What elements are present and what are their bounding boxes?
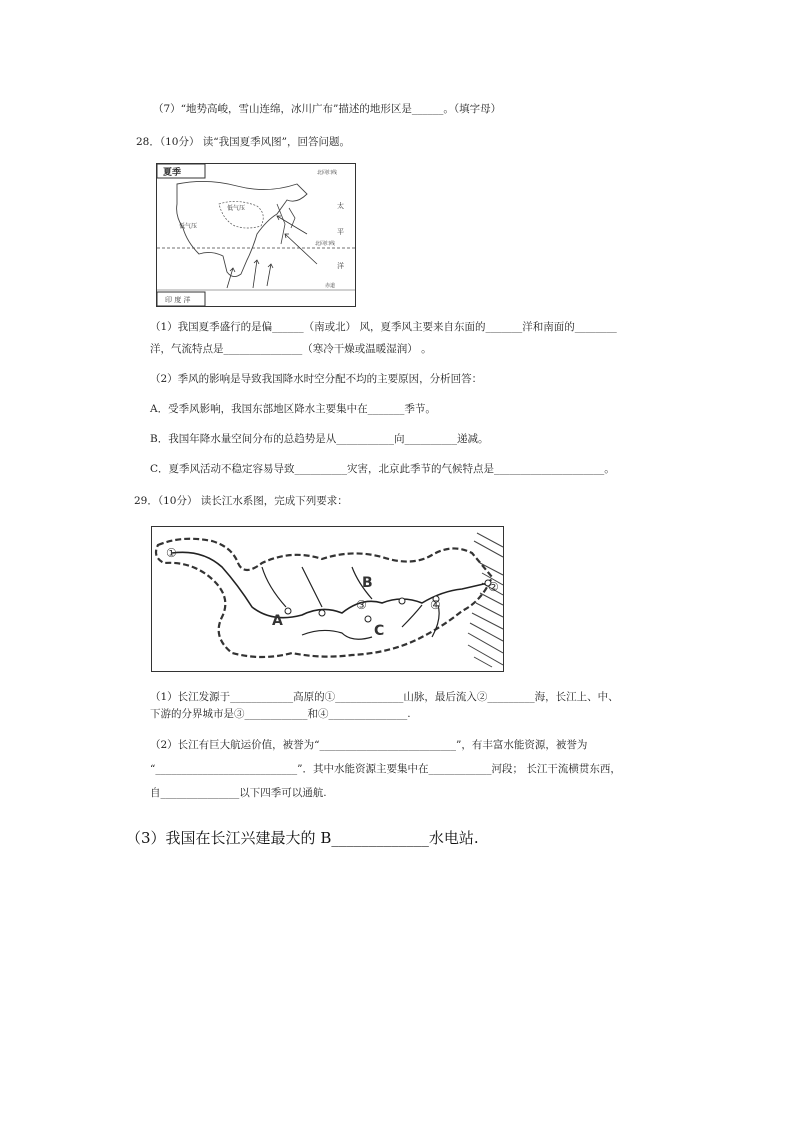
- low-pressure-label: 低气压: [227, 205, 246, 212]
- letter-a: A: [272, 613, 283, 629]
- marker-1: ①: [166, 546, 177, 560]
- marker-2: ②: [488, 580, 499, 594]
- q28-title: 28．（10分） 读“我国夏季风图”，回答问题。: [136, 136, 351, 148]
- pacific-char-2: 平: [337, 228, 344, 236]
- q28-part2: （2）季风的影响是导致我国降水时空分配不均的主要原因，分析回答：: [150, 373, 483, 385]
- q28-part1-line1: （1）我国夏季盛行的是偏______（南或北） 风，夏季风主要来自东面的_______洋和南面的________: [150, 321, 617, 333]
- q28-part2-b: B．我国年降水量空间分布的总趋势是从___________向__________递减。: [150, 433, 489, 445]
- q29-part2-line2: “___________________________”．其中水能资源主要集中在____________河段； 长江干流横贯东西，: [150, 763, 621, 775]
- high-pressure-label: 低气压: [179, 223, 198, 230]
- q29-part3: （3）我国在长江兴建最大的 B_____________水电站.: [126, 829, 479, 847]
- indian-ocean-label: 印 度 洋: [165, 296, 191, 304]
- summer-monsoon-map: [156, 163, 356, 307]
- pacific-char-3: 洋: [337, 262, 344, 270]
- pacific-char-1: 太: [337, 202, 344, 210]
- q28-part2-a: A．受季风影响，我国东部地区降水主要集中在_______季节。: [150, 403, 436, 415]
- q29-title: 29．（10分） 读长江水系图，完成下列要求：: [134, 495, 348, 507]
- marker-4: ④: [430, 598, 441, 612]
- map-season-label: 夏季: [163, 168, 182, 178]
- letter-c: C: [374, 623, 385, 639]
- q29-part2-line1: （2）长江有巨大航运价值，被誉为“__________________________”，有丰富水能资源，被誉为: [150, 739, 588, 751]
- tropic-label: 北回归线: [315, 241, 336, 247]
- q29-part1-line1: （1）长江发源于____________高原的①_____________山脉，最后流入②_________海，长江上、中、: [150, 691, 619, 703]
- yangtze-river-map: [151, 526, 504, 672]
- equator-label: 赤道: [325, 283, 336, 289]
- letter-b: B: [362, 575, 373, 591]
- q29-part2-line3: 自_______________以下四季可以通航.: [150, 787, 327, 799]
- q29-part1-line2: 下游的分界城市是③____________和④_______________.: [150, 708, 411, 720]
- q28-part1-line2: 洋，气流特点是_______________（寒冷干燥或温暖湿润） 。: [150, 343, 432, 355]
- marker-3: ③: [356, 598, 367, 612]
- svg-text:北回归线: 北回归线: [317, 170, 338, 176]
- q27-part7: （7）“地势高峻，雪山连绵，冰川广布”描述的地形区是______。（填字母）: [153, 103, 502, 115]
- q28-part2-c: C．夏季风活动不稳定容易导致__________灾害，北京此季节的气候特点是_____________________。: [150, 463, 615, 475]
